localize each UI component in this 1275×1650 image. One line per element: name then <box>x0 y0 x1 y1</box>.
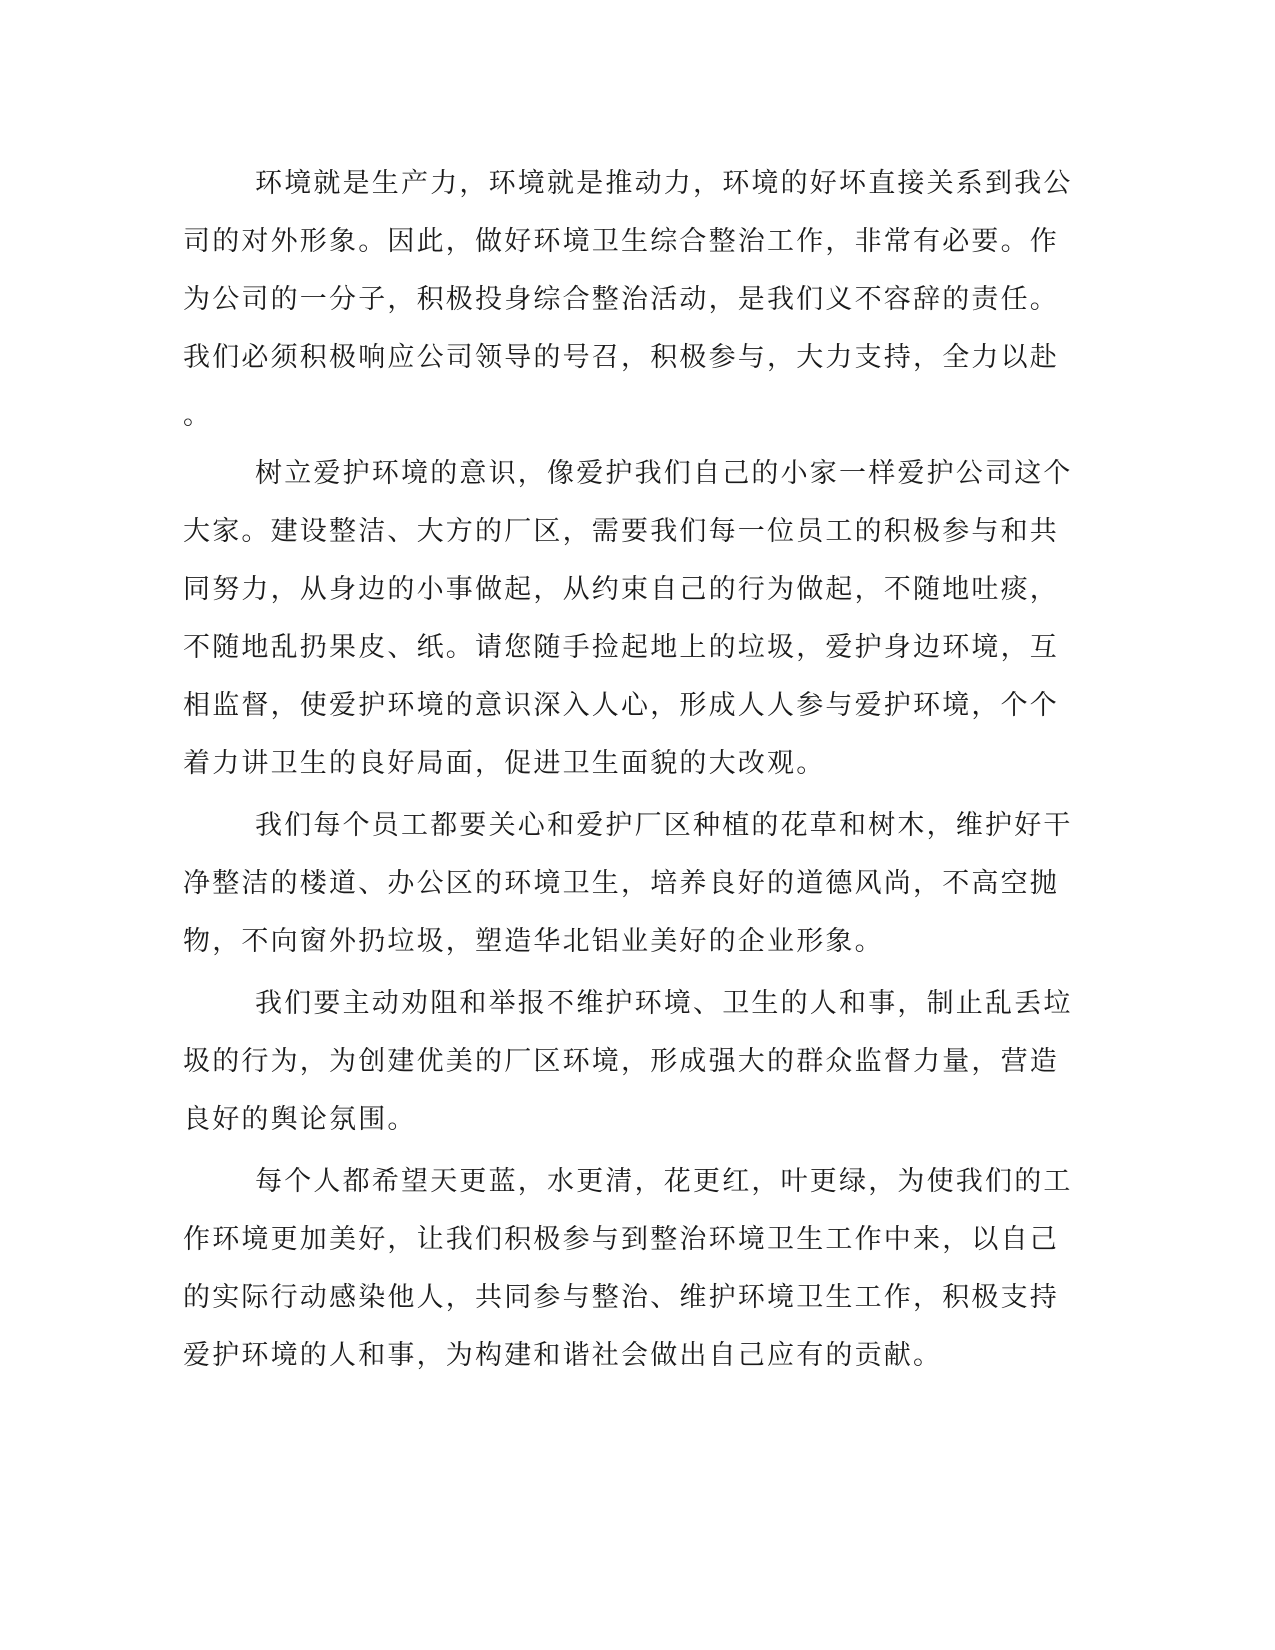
paragraph-1-line-3: 为公司的一分子，积极投身综合整治活动，是我们义不容辞的责任。 <box>183 284 1059 315</box>
paragraph-2-line-5: 相监督，使爱护环境的意识深入人心，形成人人参与爱护环境，个个 <box>183 690 1059 721</box>
paragraph-2-line-2: 大家。建设整洁、大方的厂区，需要我们每一位员工的积极参与和共 <box>183 516 1059 547</box>
paragraph-4-line-3: 良好的舆论氛围。 <box>183 1104 417 1135</box>
paragraph-2-line-6: 着力讲卫生的良好局面，促进卫生面貌的大改观。 <box>183 748 826 779</box>
paragraph-1-line-1: 环境就是生产力，环境就是推动力，环境的好坏直接关系到我公 <box>255 168 1073 199</box>
paragraph-5-line-1: 每个人都希望天更蓝，水更清，花更红，叶更绿，为使我们的工 <box>255 1166 1073 1197</box>
paragraph-2-line-1: 树立爱护环境的意识，像爱护我们自己的小家一样爱护公司这个 <box>255 458 1073 489</box>
paragraph-4-line-2: 圾的行为，为创建优美的厂区环境，形成强大的群众监督力量，营造 <box>183 1046 1059 1077</box>
paragraph-2-line-4: 不随地乱扔果皮、纸。请您随手捡起地上的垃圾，爱护身边环境，互 <box>183 632 1059 663</box>
paragraph-1-line-5: 。 <box>183 400 213 431</box>
paragraph-2-line-3: 同努力，从身边的小事做起，从约束自己的行为做起，不随地吐痰， <box>183 574 1059 605</box>
paragraph-5-line-2: 作环境更加美好，让我们积极参与到整治环境卫生工作中来，以自己 <box>183 1224 1059 1255</box>
paragraph-5-line-3: 的实际行动感染他人，共同参与整治、维护环境卫生工作，积极支持 <box>183 1282 1059 1313</box>
paragraph-1-line-2: 司的对外形象。因此，做好环境卫生综合整治工作，非常有必要。作 <box>183 226 1059 257</box>
paragraph-3-line-3: 物，不向窗外扔垃圾，塑造华北铝业美好的企业形象。 <box>183 926 884 957</box>
paragraph-5-line-4: 爱护环境的人和事，为构建和谐社会做出自己应有的贡献。 <box>183 1340 943 1371</box>
paragraph-3-line-1: 我们每个员工都要关心和爱护厂区种植的花草和树木，维护好干 <box>255 810 1073 841</box>
paragraph-1-line-4: 我们必须积极响应公司领导的号召，积极参与，大力支持，全力以赴 <box>183 342 1059 373</box>
paragraph-4-line-1: 我们要主动劝阻和举报不维护环境、卫生的人和事，制止乱丢垃 <box>255 988 1073 1019</box>
paragraph-3-line-2: 净整洁的楼道、办公区的环境卫生，培养良好的道德风尚，不高空抛 <box>183 868 1059 899</box>
